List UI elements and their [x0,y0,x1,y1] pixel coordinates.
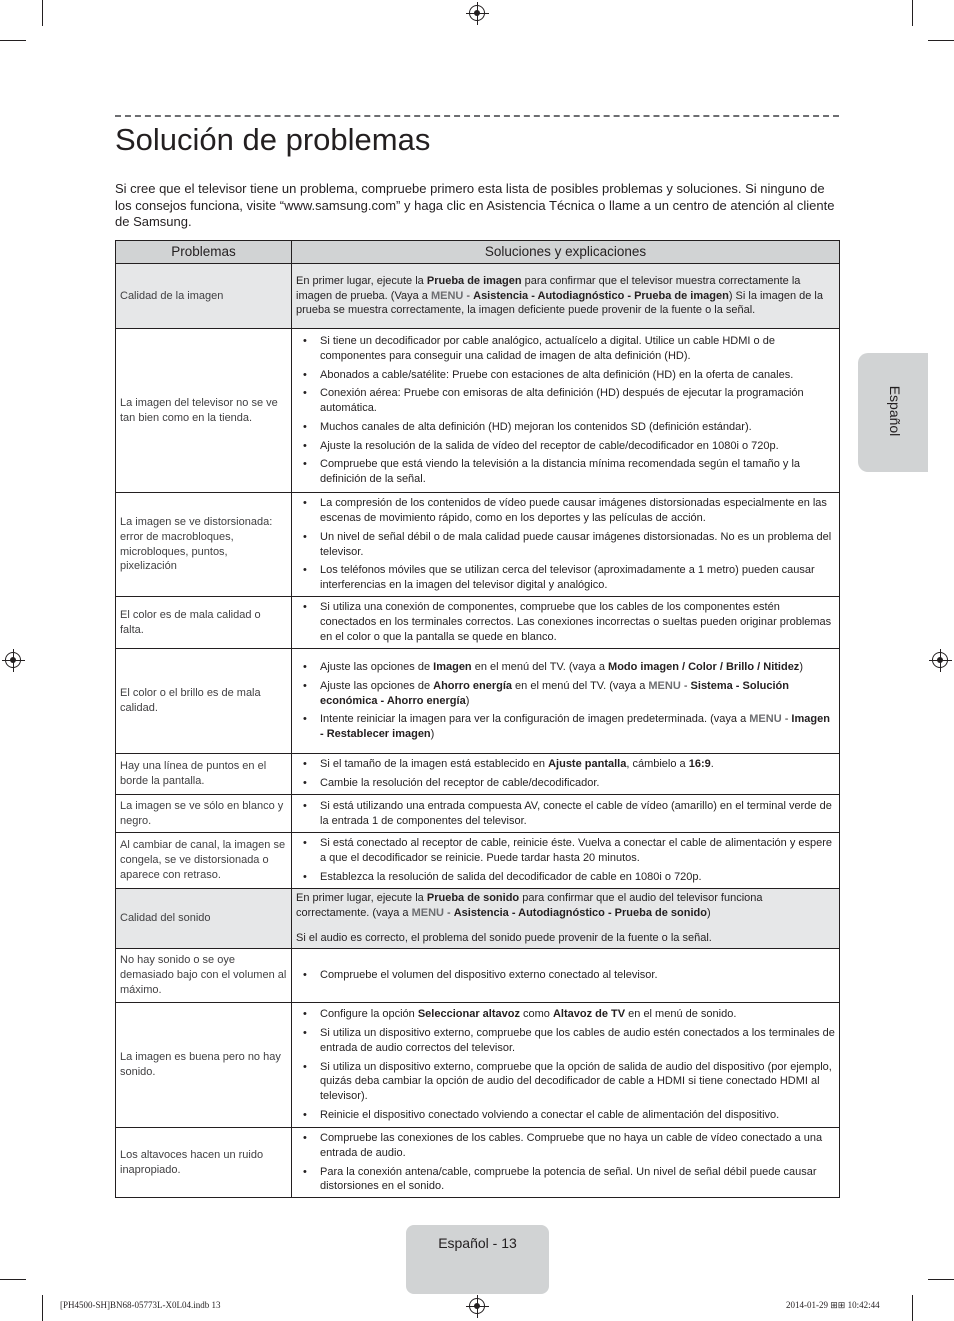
solution-cell [292,493,840,597]
problem-cell: El color es de mala calidad o falta. [116,597,292,649]
registration-mark-icon [932,652,948,668]
solution-list [296,836,835,884]
print-file-info: [PH4500-SH]BN68-05773L-X0L04.indb 13 [60,1300,221,1310]
solution-cell [292,949,840,1003]
table-row [116,329,840,493]
list-item: • Establezca la resolución de salida del decodificador de cable en 1080i o 720p. [296,870,835,885]
crop-mark [0,40,26,41]
intro-paragraph: Si cree que el televisor tiene un problema, compruebe primero esta lista de posibles problemas y soluciones. Si ninguno de los consejos funciona, visite “www.samsung.com” y haga clic en Asistencia Técnica o llame a un centro de atención al cliente de Samsung. [115,181,835,229]
crop-mark [928,40,954,41]
solution-list [296,757,835,791]
table-row [116,833,840,889]
list-item: • Compruebe que está viendo la televisión a la distancia mínima recomendada según el tamaño y la definición de la señal. [296,457,835,487]
language-tab-label: Español [887,385,903,437]
solution-text: En primer lugar, ejecute la Prueba de sonido para confirmar que el audio del televisor funciona correctamente. (vaya a MENU - Asistencia - Autodiagnóstico - Prueba de sonido) [296,892,763,920]
list-item: • Si utiliza un dispositivo externo, compruebe que la opción de salida de audio del dispositivo (por ejemplo, quizás deba cambiar la opción de audio del decodificador de cable a HDMI si tiene conectado HDMI al televisor). [296,1060,835,1104]
solution-text: Si el audio es correcto, el problema del sonido puede provenir de la fuente o la señal. [296,931,712,944]
list-item: • Para la conexión antena/cable, compruebe la potencia de señal. Un nivel de señal débil puede causar distorsiones en el sonido. [296,1165,835,1195]
solution-cell [292,1128,840,1198]
list-item: • Si el tamaño de la imagen está establecido en Ajuste pantalla, cámbielo a 16:9. [296,757,835,772]
problem-cell: La imagen del televisor no se ve tan bien como en la tienda. [116,329,292,493]
table-header-row [116,241,840,264]
problem-cell: La imagen es buena pero no hay sonido. [116,1003,292,1128]
solution-list [296,600,835,644]
solution-text: En primer lugar, ejecute la Prueba de imagen para confirmar que el televisor muestra correctamente la imagen de prueba. (Vaya a MENU - Asistencia - Autodiagnóstico - Prueba de imagen) Si la imagen de la prueba se muestra correctamente, la imagen deficiente puede provenir de la fuente o la señal. [296,274,823,317]
problem-cell: Hay una línea de puntos en el borde la pantalla. [116,754,292,795]
problem-cell: Calidad del sonido [116,889,292,949]
crop-mark [0,1279,26,1280]
solution-list [296,799,835,829]
problem-cell: Los altavoces hacen un ruido inapropiado. [116,1128,292,1198]
list-item: • Si utiliza un dispositivo externo, compruebe que los cables de audio estén conectados a los terminales de entrada de audio correctos del televisor. [296,1026,835,1056]
table-row [116,1128,840,1198]
table-row [116,597,840,649]
table-row [116,949,840,1003]
list-item: • Si está utilizando una entrada compuesta AV, conecte el cable de vídeo (amarillo) en el terminal verde de la entrada 1 de componentes del televisor. [296,799,835,829]
list-item: • Cambie la resolución del receptor de cable/decodificador. [296,776,835,791]
problem-cell: No hay sonido o se oye demasiado bajo con el volumen al máximo. [116,949,292,1003]
table-row [116,754,840,795]
problem-cell: La imagen se ve sólo en blanco y negro. [116,795,292,833]
list-item: • Si está conectado al receptor de cable, reinicie éste. Vuelva a conectar el cable de alimentación y espere a que el decodificador se reinicie. Puede tardar hasta 20 minutos. [296,836,835,866]
solution-cell [292,795,840,833]
solution-cell [292,264,840,329]
crop-mark [42,0,43,26]
solution-cell [292,889,840,949]
page-number: Español - 13 [438,1235,517,1251]
list-item: • Si tiene un decodificador por cable analógico, actualícelo a digital. Utilice un cable HDMI o de componentes para conseguir una calidad de imagen de alta definición (HD). [296,334,835,364]
list-item: • Los teléfonos móviles que se utilizan cerca del televisor (aproximadamente a 1 metro) pueden causar interferencias en la imagen del televisor digital y analógico. [296,563,835,593]
problem-cell: Al cambiar de canal, la imagen se congela, se ve distorsionada o aparece con retraso. [116,833,292,889]
solution-list [296,1007,835,1123]
list-item: • Intente reiniciar la imagen para ver la configuración de imagen predeterminada. (vaya a MENU - Imagen - Restablecer imagen) [296,712,835,742]
list-item: • La compresión de los contenidos de vídeo puede causar imágenes distorsionadas especialmente en las escenas de movimiento rápido, como en los deportes y las películas de acción. [296,496,835,526]
registration-mark-icon [5,652,21,668]
registration-mark-icon [469,5,485,21]
problem-cell: La imagen se ve distorsionada: error de macrobloques, microbloques, puntos, pixelización [116,493,292,597]
list-item: • Ajuste las opciones de Imagen en el menú del TV. (vaya a Modo imagen / Color / Brillo / Nitidez) [296,660,835,675]
page-number-box [406,1225,549,1294]
table-row [116,795,840,833]
table-row [116,264,840,329]
registration-mark-icon [469,1298,485,1314]
list-item: • Ajuste las opciones de Ahorro energía en el menú del TV. (vaya a MENU - Sistema - Solución económica - Ahorro energía) [296,679,835,709]
header-problems: Problemas [116,241,292,264]
title-divider [115,115,839,117]
crop-mark [42,1295,43,1321]
solution-list [296,1131,835,1194]
troubleshooting-table [115,240,840,1198]
list-item: • Compruebe las conexiones de los cables. Compruebe que no haya un cable de vídeo conectado a una entrada de audio. [296,1131,835,1161]
list-item: • Configure la opción Seleccionar altavoz como Altavoz de TV en el menú de sonido. [296,1007,835,1022]
list-item: • Si utiliza una conexión de componentes, compruebe que los cables de los componentes estén conectados en los terminales correctos. Las conexiones incorrectas o sueltas pueden originar problemas en el color o que la pantalla se quede en blanco. [296,600,835,644]
table-row [116,889,840,949]
list-item: • Abonados a cable/satélite: Pruebe con estaciones de alta definición (HD) en la oferta de canales. [296,368,835,383]
solution-list [296,334,835,487]
list-item: • Conexión aérea: Pruebe con emisoras de alta definición (HD) después de ejecutar la programación automática. [296,386,835,416]
table-row [116,493,840,597]
language-tab [858,353,928,472]
solution-list [296,496,835,593]
problem-cell: Calidad de la imagen [116,264,292,329]
solution-cell [292,329,840,493]
crop-mark [912,1295,913,1321]
solution-cell [292,649,840,754]
solution-cell [292,597,840,649]
solution-list [296,968,835,983]
list-item: • Muchos canales de alta definición (HD) mejoran los contenidos SD (definición estándar). [296,420,835,435]
solution-cell [292,833,840,889]
solution-cell [292,754,840,795]
problem-cell: El color o el brillo es de mala calidad. [116,649,292,754]
solution-cell [292,1003,840,1128]
crop-mark [912,0,913,26]
solution-list [296,660,835,742]
table-row [116,649,840,754]
page-title: Solución de problemas [115,122,431,157]
print-date-info: 2014-01-29 ⊞⊞ 10:42:44 [786,1300,880,1310]
table-row [116,1003,840,1128]
crop-mark [928,1279,954,1280]
list-item: • Compruebe el volumen del dispositivo externo conectado al televisor. [296,968,835,983]
list-item: • Reinicie el dispositivo conectado volviendo a conectar el cable de alimentación del dispositivo. [296,1108,835,1123]
header-solutions: Soluciones y explicaciones [292,241,840,264]
list-item: • Un nivel de señal débil o de mala calidad puede causar imágenes distorsionadas. No es un problema del televisor. [296,530,835,560]
list-item: • Ajuste la resolución de la salida de vídeo del receptor de cable/decodificador en 1080i o 720p. [296,439,835,454]
